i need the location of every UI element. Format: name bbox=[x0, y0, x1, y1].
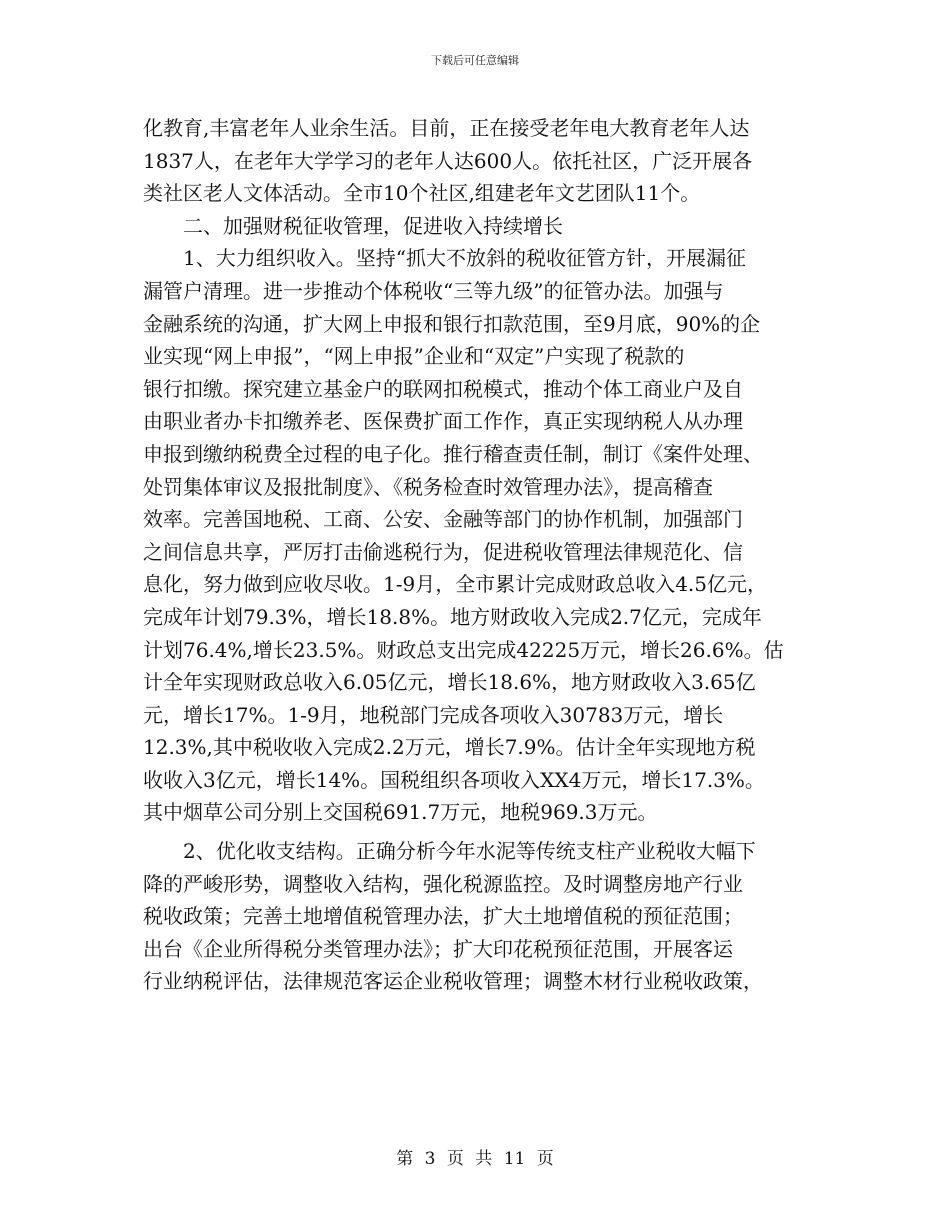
text-line: 金融系统的沟通，扩大网上申报和银行扣款范围，至9月底，90%的企 bbox=[143, 311, 761, 336]
text-line: 出台《企业所得税分类管理办法》；扩大印花税预征范围，开展客运 bbox=[143, 936, 733, 961]
text-line: 申报到缴纳税费全过程的电子化。推行稽查责任制，制订《案件处理、 bbox=[143, 441, 763, 466]
text-line: 类社区老人文体活动。全市10个社区,组建老年文艺团队11个。 bbox=[143, 181, 701, 206]
text-line: 处罚集体审议及报批制度》、《税务检查时效管理办法》，提高稽查 bbox=[143, 474, 713, 499]
text-line: 收收入3亿元，增长14%。国税组织各项收入XX4万元，增长17.3%。 bbox=[143, 767, 765, 792]
text-line: 完成年计划79.3%，增长18.8%。地方财政收入完成2.7亿元，完成年 bbox=[143, 604, 762, 629]
text-line: 1、大力组织收入。坚持“抓大不放斜的税收征管方针，开展漏征 bbox=[143, 246, 746, 271]
text-line: 化教育,丰富老年人业余生活。目前，正在接受老年电大教育老年人达 bbox=[143, 116, 750, 140]
text-line: 计划76.4%,增长23.5%。财政总支出完成42225万元，增长26.6%。估 bbox=[143, 637, 784, 662]
text-line: 行业纳税评估，法律规范客运企业税收管理；调整木材行业税收政策， bbox=[143, 969, 763, 994]
text-line: 税收政策；完善土地增值税管理办法，扩大土地增值税的预征范围； bbox=[143, 904, 743, 929]
page-number-footer: 第 3 页 共 11 页 bbox=[396, 1149, 554, 1169]
text-line: 银行扣缴。探究建立基金户的联网扣税模式，推动个体工商业户及自 bbox=[143, 376, 743, 401]
text-line: 1837人，在老年大学学习的老年人达600人。依托社区，广泛开展各 bbox=[143, 148, 753, 173]
text-line: 其中烟草公司分别上交国税691.7万元，地税969.3万元。 bbox=[143, 800, 658, 825]
text-line: 业实现“网上申报”，“网上申报”企业和“双定”户实现了税款的 bbox=[143, 344, 685, 369]
text-line: 漏管户清理。进一步推动个体税收“三等九级”的征管办法。加强与 bbox=[143, 278, 724, 303]
text-line: 息化，努力做到应收尽收。1-9月，全市累计完成财政总收入4.5亿元， bbox=[143, 572, 768, 597]
text-line: 由职业者办卡扣缴养老、医保费扩面工作作，真正实现纳税人从办理 bbox=[143, 409, 743, 434]
section-heading: 二、加强财税征收管理，促进收入持续增长 bbox=[143, 213, 563, 238]
document-body bbox=[143, 112, 833, 998]
text-line: 降的严峻形势，调整收入结构，强化税源监控。及时调整房地产行业 bbox=[143, 871, 743, 896]
text-line: 2、优化收支结构。正确分析今年水泥等传统支柱产业税收大幅下 bbox=[143, 839, 756, 864]
text-line: 之间信息共享，严厉打击偷逃税行为，促进税收管理法律规范化、信 bbox=[143, 539, 743, 564]
text-line: 12.3%,其中税收收入完成2.2万元，增长7.9%。估计全年实现地方税 bbox=[143, 735, 756, 760]
text-line: 元，增长17%。1-9月，地税部门完成各项收入30783万元，增长 bbox=[143, 702, 724, 727]
page-header: 下载后可任意编辑 bbox=[431, 54, 519, 67]
text-line: 计全年实现财政总收入6.05亿元，增长18.6%，地方财政收入3.65亿 bbox=[143, 670, 756, 695]
text-line: 效率。完善国地税、工商、公安、金融等部门的协作机制，加强部门 bbox=[143, 507, 743, 532]
